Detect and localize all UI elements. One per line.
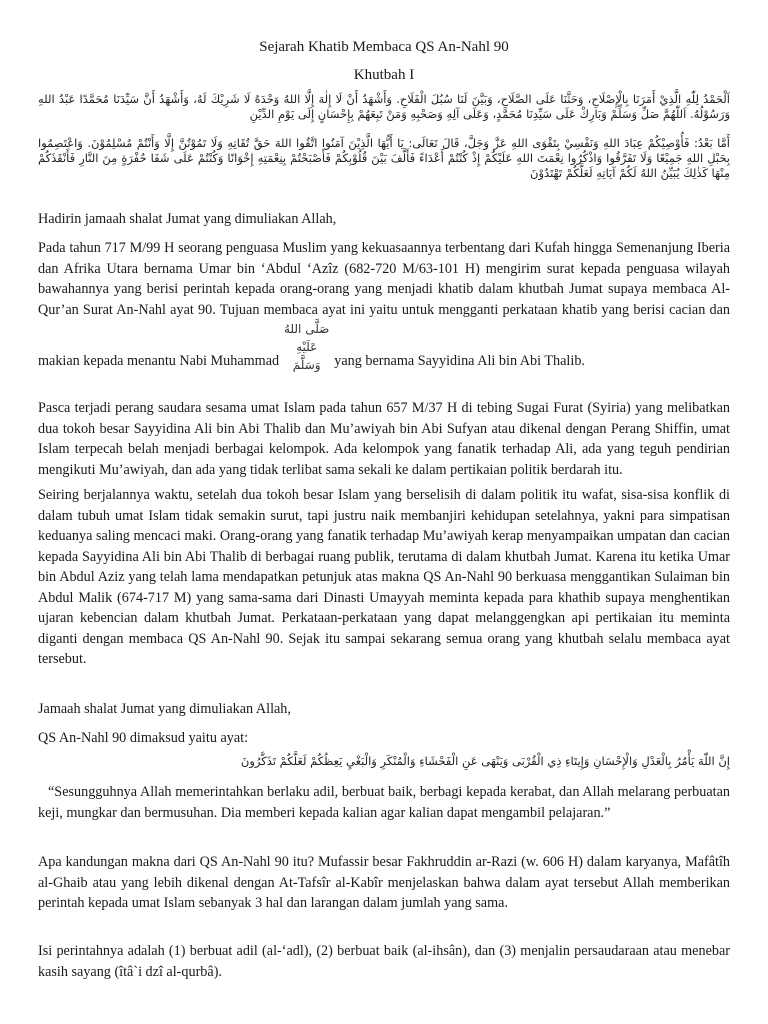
- paragraph-tafsir: Apa kandungan makna dari QS An-Nahl 90 itu? Mufassir besar Fakhruddin ar-Razi (w. 606 H) dalam karyanya, Mafâtîh al-Ghaib atau yang lebih dikenal dengan At-Tafsîr al-Kabîr menjelaskan bahwa dalam ayat tersebut Allah memberikan perintah kepada umat Islam sebanyak 3 hal dan larangan dalam jumlah yang sama.: [38, 854, 730, 911]
- arabic-amma-badu: أَمَّا بَعْدُ: فَأُوْصِيْكُمْ عِبَادَ اللهِ وَنَفْسِيْ بِتَقْوَى اللهِ عَزَّ وَجَلَّ، قَالَ تَعَالَى: يَا أَيُّهَا الَّذِيْنَ آمَنُوا اتَّقُوا اللهَ حَقَّ تُقَاتِهِ وَلَا تَمُوْتُنَّ إِلَّا وَأَنْتُمْ مُسْلِمُوْنَ. وَاعْتَصِمُوا بِحَبْلِ اللهِ جَمِيْعًا وَلَا تَفَرَّقُوا وَاذْكُرُوا نِعْمَتَ اللهِ عَلَيْكُمْ إِذْ كُنْتُمْ أَعْدَاءً فَأَلَّفَ بَيْنَ قُلُوْبِكُمْ فَأَصْبَحْتُمْ بِنِعْمَتِهِ إِخْوَانًا وَكُنْتُمْ عَلَى شَفَا حُفْرَةٍ مِنَ النَّارِ فَأَنْقَذَكُمْ مِنْهَا كَذٰلِكَ يُبَيِّنُ اللهُ لَكُمْ آيَاتِهِ لَعَلَّكُمْ تَهْتَدُوْنَ: [38, 136, 730, 180]
- paragraph-greeting: Hadirin jamaah shalat Jumat yang dimuliakan Allah,: [38, 211, 337, 227]
- section-heading: Khutbah I: [353, 67, 415, 83]
- paragraph-umar: Seiring berjalannya waktu, setelah dua tokoh besar Islam yang berselisih di dalam politik itu wafat, sisa-sisa konflik di dalam tubuh umat Islam tidak semakin surut, tapi justru naik membanjiri kehidupan setelahnya, yakni para simpatisan keduanya saling mencaci maki. Orang-orang yang fanatik terhadap Mu’awiyah kerap menyampaikan umpatan dan cacian kepada Sayyidina Ali bin Abi Thalib di berbagai ruang publik, terutama di dalam khutbah Jumat. Karena itu ketika Umar bin Abdul Aziz yang telah lama mendapatkan petunjuk atas makna QS An-Nahl 90 berkuasa menggantikan Sulaiman bin Abdul Malik (674-717 M) yang sama-sama dari Dinasti Umayyah meminta kepada para khathib supaya menghentikan ujaran kebencian dalam khutbah Jumat. Perkataan-perkataan yang dapat melanggengkan api pertikaian itu meminta diganti dengan membaca QS An-Nahl 90. Sejak itu sampai sekarang semua orang yang khutbah selalu membaca ayat tersebut.: [38, 487, 730, 667]
- paragraph-translation: “Sesungguhnya Allah memerintahkan berlaku adil, berbuat baik, berbagi kepada kerabat, dan Allah melarang perbuatan keji, mungkar dan bermusuhan. Dia memberi kepada kalian agar kalian dapat mengambil pelajaran.”: [38, 784, 730, 821]
- paragraph-history: [38, 238, 730, 372]
- salawat-symbol: صَلَّى اللهُ عَلَيْهِ وَسَلَّمَ: [283, 322, 330, 372]
- paragraph-shiffin: Pasca terjadi perang saudara sesama umat Islam pada tahun 657 M/37 H di tebing Sugai Furat (Syiria) yang melibatkan dua tokoh besar Sayyidina Ali bin Abi Thalib dan Mu’awiyah bin Abi Sufyan atau dikenal dengan Perang Shiffin, umat Islam terpecah belah menjadi berbagai kelompok. Ada kelompok yang fanatik terhadap Ali, ada yang teguh pendirian mengikuti Mu’awiyah, dan ada yang tidak terlibat sama sekali ke dalam pertikaian politik berdarah itu.: [38, 400, 730, 478]
- paragraph-history-end: yang bernama Sayyidina Ali bin Abi Thalib.: [334, 353, 585, 369]
- paragraph-commands: Isi perintahnya adalah (1) berbuat adil (al-‘adl), (2) berbuat baik (al-ihsân), dan (3) menjalin persaudaraan atau menebar kasih sayang (îtâ`i dzî al-qurbâ).: [38, 943, 730, 980]
- arabic-ayat: إِنَّ اللّٰهَ يَأْمُرُ بِالْعَدْلِ وَالْإِحْسَانِ وَإِيتَاءِ ذِي الْقُرْبَى وَيَنْهَى عَنِ الْفَحْشَاءِ وَالْمُنْكَرِ وَالْبَغْيِ يَعِظُكُمْ لَعَلَّكُمْ تَذَكَّرُونَ: [240, 754, 730, 768]
- paragraph-ayat-intro: QS An-Nahl 90 dimaksud yaitu ayat:: [38, 730, 249, 746]
- arabic-opening: اَلْحَمْدُ لِلّٰهِ الَّذِيْ أَمَرَنَا بِالْإِصْلَاحِ، وَحَثَّنَا عَلَى الصَّلَاحِ، وَبَيَّنَ لَنَا سُبُلَ الْفَلَاحِ. وَأَشْهَدُ أَنْ لَا إِلٰهَ إِلَّا اللهُ وَحْدَهُ لَا شَرِيْكَ لَهُ، وَأَشْهَدُ أَنَّ سَيِّدَنَا مُحَمَّدًا عَبْدُ اللهِ وَرَسُوْلُهُ. اَللّٰهُمَّ صَلِّ وَسَلِّمْ وَبَارِكْ عَلَى سَيِّدِنَا مُحَمَّدٍ، وَعَلَى آلِهِ وَصَحْبِهِ وَمَنْ تَبِعَهُمْ بِإِحْسَانٍ إِلَى يَوْمِ الدِّيْنِ: [38, 92, 730, 121]
- document-title: Sejarah Khatib Membaca QS An-Nahl 90: [259, 39, 509, 55]
- paragraph-greeting-2: Jamaah shalat Jumat yang dimuliakan Allah,: [38, 701, 291, 717]
- paragraph-history-text: Pada tahun 717 M/99 H seorang penguasa Muslim yang kekuasaannya terbentang dari Kufah hingga Semenanjung Iberia dan Afrika Utara bernama Umar bin ‘Abdul ‘Azîz (682-720 M/63-101 H) mengirim surat kepada penguasa wilayah bawahannya yang berisi perintah kepada orang-orang yang menjadi khatib dalam khutbah Jumat supaya membaca Al-Qur’an Surat An-Nahl ayat 90. Tujuan membaca ayat ini yaitu untuk mengganti perkataan khatib yang berisi cacian dan makian kepada menantu Nabi Muhammad: [38, 240, 730, 369]
